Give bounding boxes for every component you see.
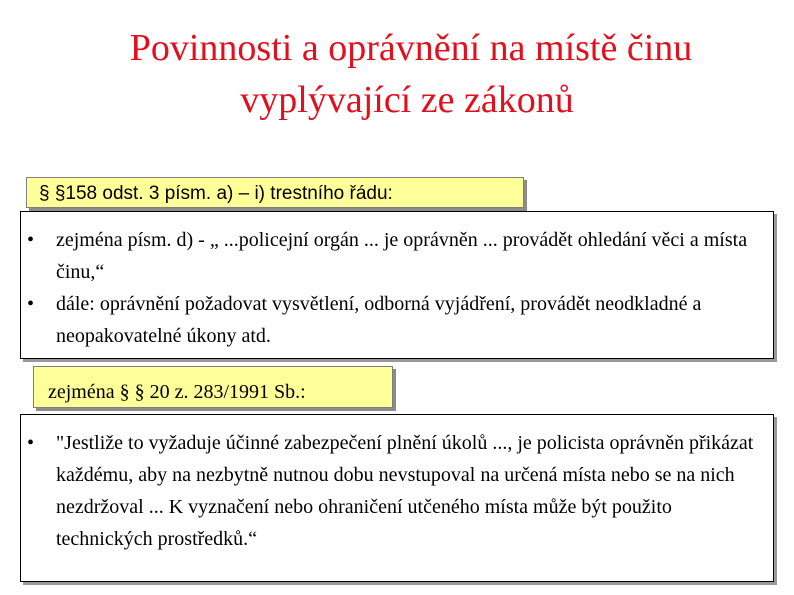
section2-heading-label: zejména § § 20 z. 283/1991 Sb.: [33,366,393,408]
slide-title [0,22,794,126]
bullet-icon: • [27,432,35,454]
section1-bullet-list [21,212,773,352]
section2-content-box [20,414,774,582]
section1-bullet-2-text: dále: oprávnění požadovat vysvětlení, odborná vyjádření, provádět neodkladné a neopakovatelné úkony atd. [56,293,702,347]
title-line-1: Povinnosti a oprávnění na místě činu [129,27,693,69]
section1-heading-label: § §158 odst. 3 písm. a) – i) trestního řádu: [26,177,524,208]
title-line-2: vyplývající ze zákonů [240,79,574,121]
bullet-icon: • [27,293,35,315]
section1-bullet-1 [21,224,767,288]
section2-bullet-list [21,415,773,555]
section1-bullet-2 [21,288,767,352]
section1-content-box [20,211,774,359]
section1-bullet-1-text: zejména písm. d) - „ ...policejní orgán ... je oprávněn ... provádět ohledání věci a místa činu,“ [56,229,748,283]
bullet-icon: • [27,229,35,251]
section2-bullet-1 [21,427,767,555]
section2-bullet-1-text: "Jestliže to vyžaduje účinné zabezpečení plnění úkolů ..., je policista oprávněn přikázat každému, aby na nezbytně nutnou dobu nevstupoval na určená místa nebo se na nich nezdržoval ... K vyznačení nebo ohraničení utčeného místa může být použito technických prostředků.“ [56,432,754,550]
